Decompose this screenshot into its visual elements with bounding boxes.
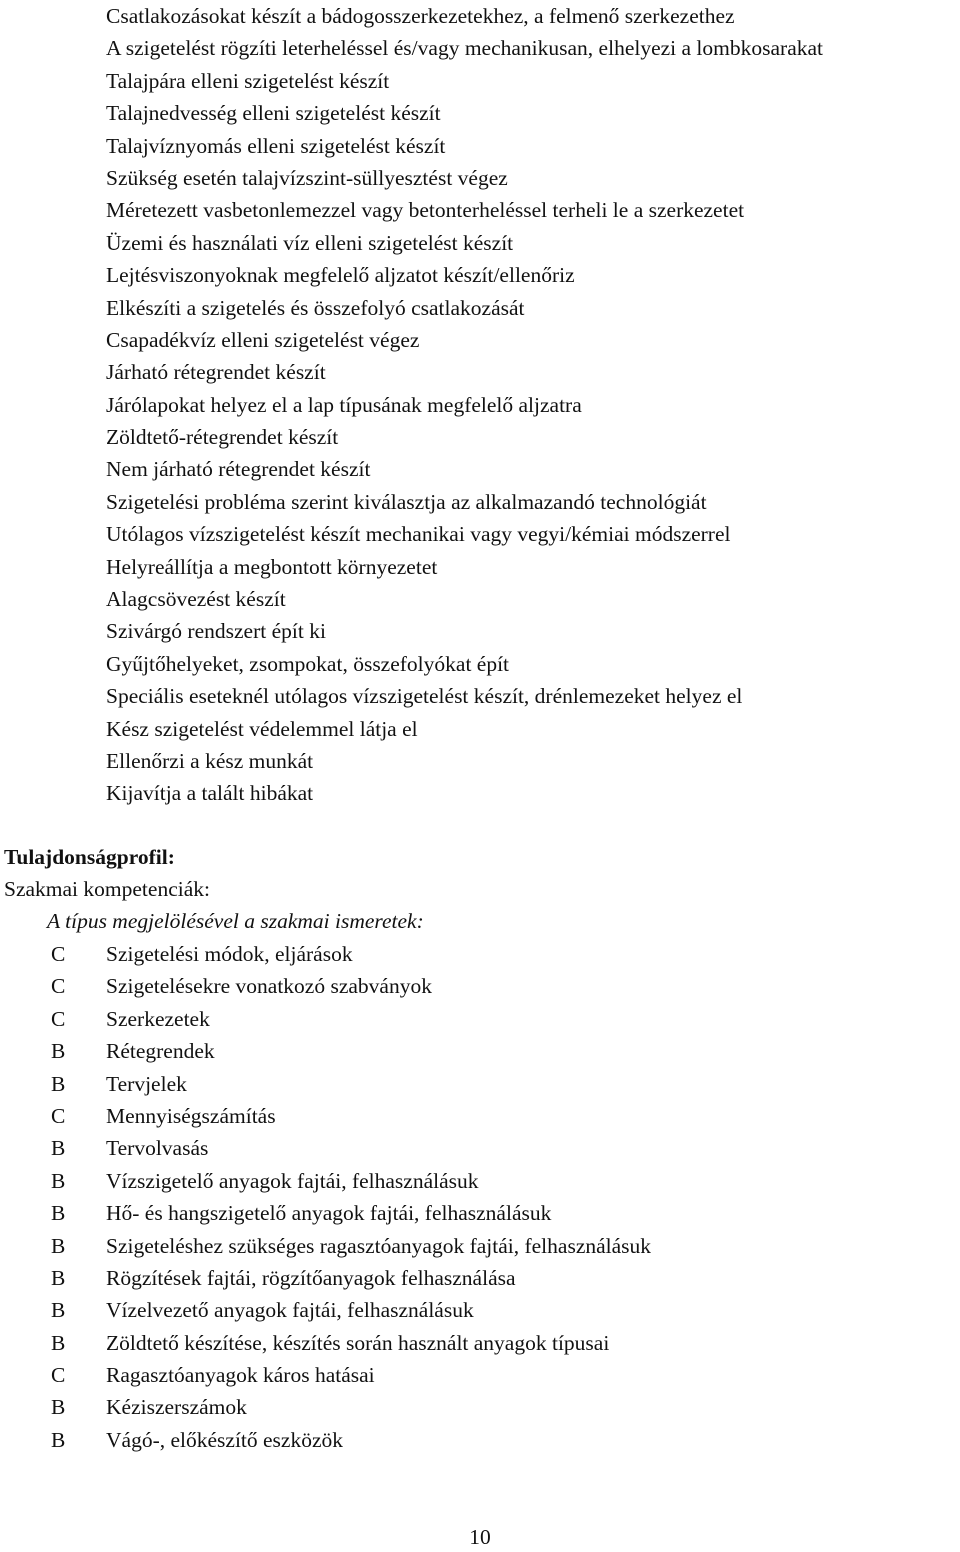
skill-name: Mennyiségszámítás bbox=[106, 1103, 276, 1128]
task-item: Kijavítja a talált hibákat bbox=[106, 781, 314, 806]
task-item: Járható rétegrendet készít bbox=[106, 360, 326, 385]
skill-name: Rétegrendek bbox=[106, 1039, 215, 1064]
task-item: Talajvíznyomás elleni szigetelést készít bbox=[106, 133, 446, 158]
task-item: Speciális eseteknél utólagos vízszigetelést készít, drénlemezeket helyez el bbox=[106, 684, 743, 709]
page-number: 10 bbox=[469, 1525, 491, 1549]
skill-grade: C bbox=[51, 1006, 66, 1031]
task-item: Zöldtető-rétegrendet készít bbox=[106, 425, 339, 450]
skill-name: Zöldtető készítése, készítés során használt anyagok típusai bbox=[106, 1330, 610, 1355]
task-item: Nem járható rétegrendet készít bbox=[106, 457, 371, 482]
task-item: Csapadékvíz elleni szigetelést végez bbox=[106, 327, 420, 352]
skill-grade: C bbox=[51, 974, 66, 999]
task-item: Gyűjtőhelyeket, zsompokat, összefolyókat épít bbox=[106, 651, 510, 676]
skill-grade: C bbox=[51, 1103, 66, 1128]
skill-name: Tervjelek bbox=[106, 1071, 187, 1096]
skill-grade: B bbox=[51, 1168, 66, 1193]
task-item: Járólapokat helyez el a lap típusának megfelelő aljzatra bbox=[106, 392, 582, 417]
task-item: A szigetelést rögzíti leterheléssel és/vagy mechanikusan, elhelyezi a lombkosarakat bbox=[106, 36, 824, 61]
skill-grade: B bbox=[51, 1427, 66, 1452]
skill-grade: B bbox=[51, 1071, 66, 1096]
skill-name: Ragasztóanyagok káros hatásai bbox=[106, 1363, 375, 1388]
skill-grade: C bbox=[51, 942, 66, 966]
skill-name: Szerkezetek bbox=[106, 1006, 210, 1031]
skill-name: Vízszigetelő anyagok fajtái, felhasználásuk bbox=[106, 1168, 479, 1193]
skill-name: Hő- és hangszigetelő anyagok fajtái, felhasználásuk bbox=[106, 1201, 552, 1226]
task-item: Utólagos vízszigetelést készít mechanikai vagy vegyi/kémiai módszerrel bbox=[106, 522, 731, 547]
profile-subheading: Szakmai kompetenciák: bbox=[4, 877, 210, 901]
skill-grade: B bbox=[51, 1201, 66, 1226]
task-item: Helyreállítja a megbontott környezetet bbox=[106, 554, 438, 579]
task-item: Szigetelési probléma szerint kiválasztja az alkalmazandó technológiát bbox=[106, 489, 707, 514]
task-item: Csatlakozásokat készít a bádogosszerkezetekhez, a felmenő szerkezethez bbox=[106, 4, 735, 28]
task-item: Talajnedvesség elleni szigetelést készít bbox=[106, 101, 441, 126]
skill-name: Tervolvasás bbox=[106, 1136, 209, 1161]
task-item: Szivárgó rendszert épít ki bbox=[106, 619, 326, 644]
skill-name: Vágó-, előkészítő eszközök bbox=[106, 1427, 344, 1452]
skill-name: Vízelvezető anyagok fajtái, felhasználásuk bbox=[106, 1298, 474, 1323]
skill-name: Szigeteléshez szükséges ragasztóanyagok fajtái, felhasználásuk bbox=[106, 1233, 652, 1258]
skill-grade: B bbox=[51, 1298, 66, 1323]
skill-grade: B bbox=[51, 1395, 66, 1420]
task-item: Méretezett vasbetonlemezzel vagy betonterheléssel terheli le a szerkezetet bbox=[106, 198, 745, 223]
profile-heading: Tulajdonságprofil: bbox=[4, 845, 175, 869]
skill-grade: C bbox=[51, 1363, 66, 1388]
skill-grade: B bbox=[51, 1233, 66, 1258]
task-item: Elkészíti a szigetelés és összefolyó csatlakozását bbox=[106, 295, 525, 320]
task-list bbox=[106, 0, 823, 810]
skill-name: Szigetelésekre vonatkozó szabványok bbox=[106, 974, 432, 999]
skill-grade: B bbox=[51, 1039, 66, 1064]
task-item: Alagcsövezést készít bbox=[106, 587, 286, 612]
skill-name: Rögzítések fajtái, rögzítőanyagok felhasználása bbox=[106, 1265, 516, 1290]
task-item: Kész szigetelést védelemmel látja el bbox=[106, 716, 418, 741]
skill-grade: B bbox=[51, 1330, 66, 1355]
skills-intro: A típus megjelölésével a szakmai ismeretek: bbox=[47, 909, 424, 933]
task-item: Talajpára elleni szigetelést készít bbox=[106, 68, 390, 93]
skill-grade: B bbox=[51, 1136, 66, 1161]
task-item: Üzemi és használati víz elleni szigetelést készít bbox=[106, 230, 514, 255]
task-item: Ellenőrzi a kész munkát bbox=[106, 748, 314, 773]
skill-grade: B bbox=[51, 1265, 66, 1290]
task-item: Lejtésviszonyoknak megfelelő aljzatot készít/ellenőriz bbox=[106, 263, 575, 288]
task-item: Szükség esetén talajvízszint-süllyesztést végez bbox=[106, 165, 508, 190]
skill-name: Kéziszerszámok bbox=[106, 1395, 247, 1420]
skill-name: Szigetelési módok, eljárások bbox=[106, 942, 353, 966]
